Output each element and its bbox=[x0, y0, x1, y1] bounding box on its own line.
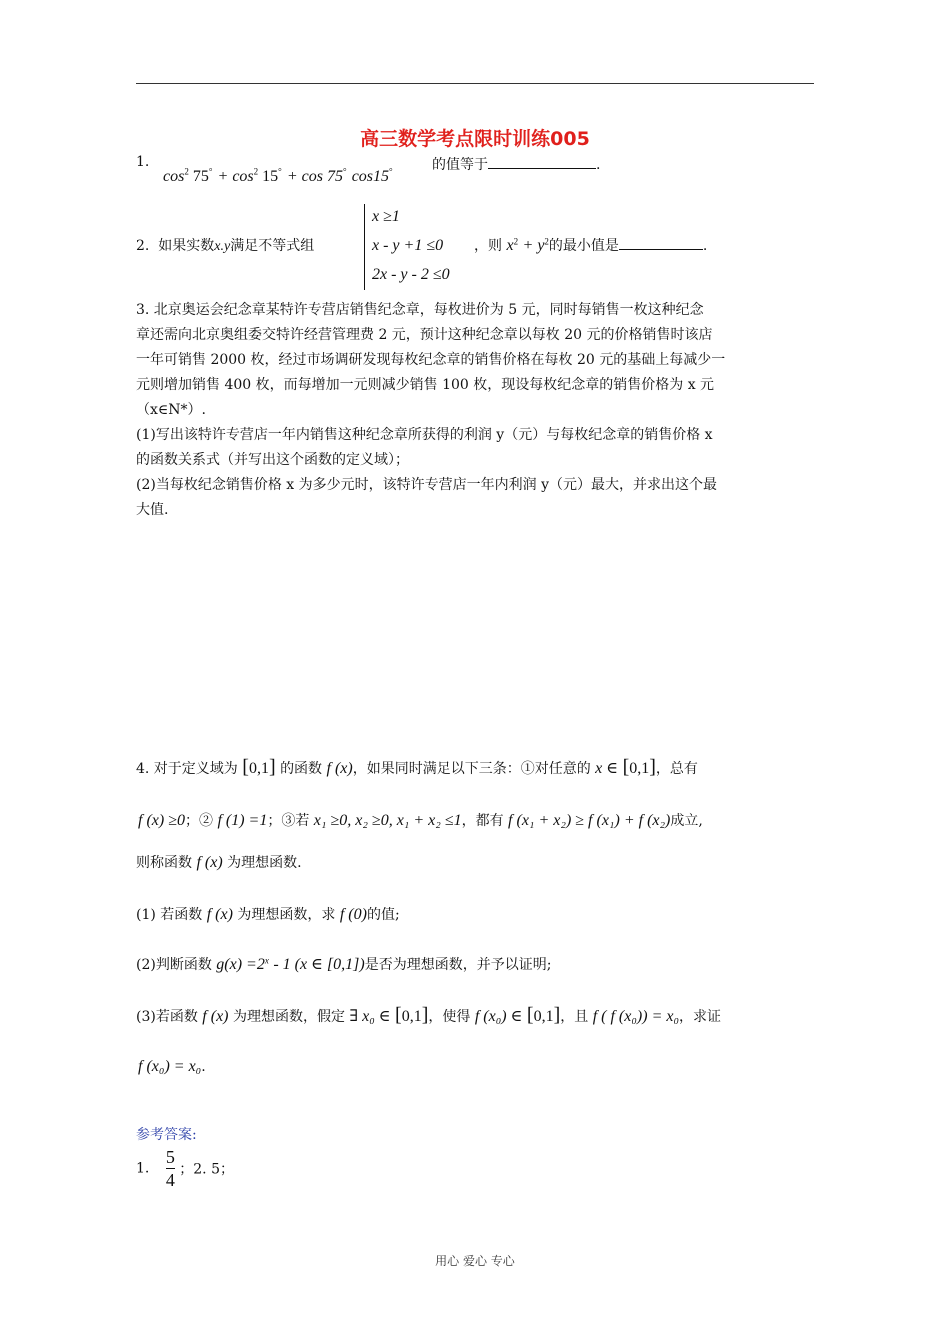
q1-answer-blank bbox=[488, 156, 596, 169]
q3-line: 元则增加销售 400 枚，而每增加一元则减少销售 100 枚，现设每枚纪念章的销售价格为 x 元 bbox=[136, 377, 715, 393]
q4-part-3: (3)若函数 f (x) 为理想函数，假定 ∃ x₀ ∈ [0,1]，使得 f (x₀) ∈ [0,1]，且 f ( f (x₀)) = x₀，求证 bbox=[136, 1004, 722, 1026]
q2-constraint-3: 2x - y - 2 ≤0 bbox=[372, 266, 450, 283]
q2-lead: 2. 如果实数x.y满足不等式组 bbox=[136, 238, 315, 254]
answers-heading: 参考答案: bbox=[136, 1127, 197, 1143]
q3-line: (1)写出该特许专营店一年内销售这种纪念章所获得的利润 y（元）与每枚纪念章的销售价格 x bbox=[136, 427, 713, 443]
page-footer: 用心 爱心 专心 bbox=[435, 1254, 515, 1268]
q3-line: 3. 北京奥运会纪念章某特许专营店销售纪念章，每枚进价为 5 元，同时每销售一枚这种纪念 bbox=[136, 302, 704, 318]
q1-number: 1. bbox=[136, 154, 150, 170]
q2-constraint-2: x - y +1 ≤0 bbox=[372, 237, 444, 254]
q3-line: 章还需向北京奥组委交特许经营管理费 2 元，预计这种纪念章以每枚 20 元的价格销售时该店 bbox=[136, 327, 713, 343]
q4-line-2: f (x) ≥0；② f (1) =1；③若 x₁ ≥0, x₂ ≥0, x₁ + x₂ ≤1，都有 f (x₁ + x₂) ≥ f (x₁) + f (x₂)成立, bbox=[138, 812, 703, 829]
q2-target: ，则 $x^2 + y^2$的最小值是 . bbox=[474, 236, 708, 254]
q2-system-brace bbox=[364, 204, 370, 290]
q4-line-3: 则称函数 f (x) 为理想函数. bbox=[136, 854, 302, 871]
q2-answer-blank bbox=[619, 237, 703, 250]
page-title: 高三数学考点限时训练005 bbox=[360, 128, 590, 150]
q1-expression: $\cos^2 75^\circ + \cos^2 15^\circ + \cos 75^\circ$ cos15° bbox=[163, 166, 393, 185]
q1-suffix: 的值等于 . bbox=[432, 157, 601, 173]
q3-line: 一年可销售 2000 枚，经过市场调研发现每枚纪念章的销售价格在每枚 20 元的基础上每减少一 bbox=[136, 352, 726, 368]
q4-line-1: 4. 对于定义域为 [0,1] 的函数 f (x)，如果同时满足以下三条：①对任意的 x ∈ [0,1]，总有 bbox=[136, 756, 698, 778]
q3-line: （x∈N*）. bbox=[136, 402, 206, 418]
header-rule bbox=[136, 83, 814, 84]
q3-line: 的函数关系式（并写出这个函数的定义域）； bbox=[136, 452, 409, 468]
q2-constraint-1: x ≥1 bbox=[372, 208, 400, 225]
q4-part-1: (1) 若函数 f (x) 为理想函数，求 f (0)的值; bbox=[136, 906, 400, 923]
answer-1-fraction: $\frac{5}{4}$ bbox=[165, 1147, 175, 1190]
answer-1: 1. $\frac{5}{4}$ ；2. 5； bbox=[136, 1147, 234, 1190]
q3-body bbox=[136, 298, 814, 523]
q4-part-2: (2)判断函数 $g(x) =2^x - 1$ (x ∈ [0,1])是否为理想函数，并予以证明; bbox=[136, 955, 552, 973]
q4-final-line: f (x₀) = x₀. bbox=[138, 1058, 206, 1075]
q3-line: (2)当每枚纪念销售价格 x 为多少元时，该特许专营店一年内利润 y（元）最大，并求出这个最 bbox=[136, 477, 717, 493]
q3-line: 大值. bbox=[136, 502, 169, 518]
